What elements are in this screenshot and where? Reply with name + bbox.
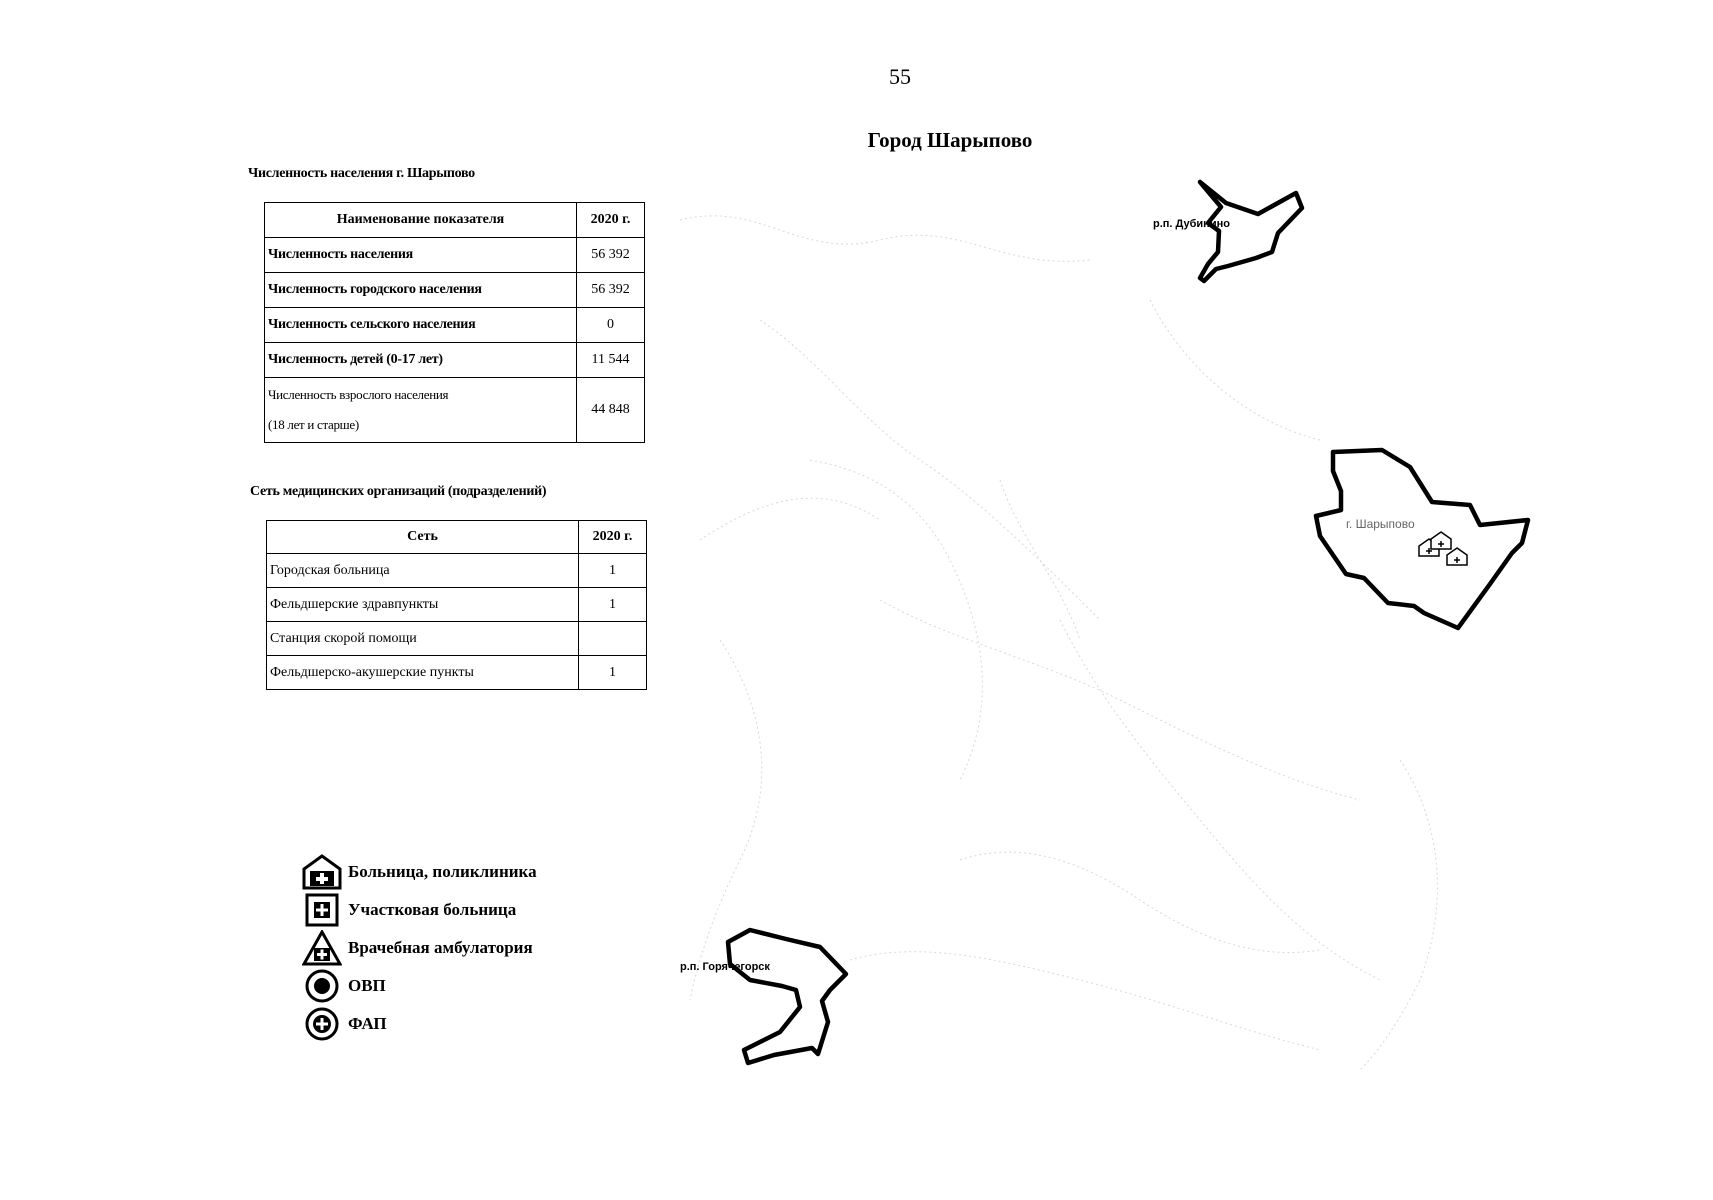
table-row	[267, 554, 647, 588]
feldsher-obstetric-point-icon	[302, 1006, 342, 1042]
table-row	[265, 238, 645, 273]
hospital-polyclinic-icon	[302, 854, 342, 890]
row-label: Численность детей (0-17 лет)	[265, 343, 577, 378]
row-value: 56 392	[577, 273, 645, 308]
row-value: 1	[579, 588, 647, 622]
row-value: 0	[577, 308, 645, 343]
goryachegorsk-boundary	[728, 930, 846, 1063]
network-table	[266, 520, 647, 690]
row-label	[265, 378, 577, 443]
legend-label: ФАП	[348, 1014, 387, 1033]
legend-item	[302, 1005, 537, 1043]
table-row	[267, 588, 647, 622]
table-row	[265, 308, 645, 343]
general-practice-icon	[302, 968, 342, 1004]
row-label: Фельдшерско-акушерские пункты	[267, 656, 579, 690]
row-value: 44 848	[577, 378, 645, 443]
medical-outpatient-clinic-icon	[302, 930, 342, 966]
row-label: Городская больница	[267, 554, 579, 588]
table-header-row	[267, 521, 647, 554]
legend-label: Больница, поликлиника	[348, 862, 537, 881]
row-label: Численность населения	[265, 238, 577, 273]
population-table	[264, 202, 645, 443]
column-header-indicator: Наименование показателя	[265, 203, 577, 238]
table-row	[265, 343, 645, 378]
row-label: Численность городского населения	[265, 273, 577, 308]
legend-item	[302, 929, 537, 967]
map-label-goryachegorsk: р.п. Горячегорск	[680, 961, 770, 973]
sharypovo-boundary	[1316, 450, 1528, 628]
network-table-caption: Сеть медицинских организаций (подразделений)	[250, 484, 547, 499]
row-label: Численность сельского населения	[265, 308, 577, 343]
legend-item	[302, 967, 537, 1005]
row-value: 56 392	[577, 238, 645, 273]
column-header-year: 2020 г.	[579, 521, 647, 554]
row-label: Фельдшерские здравпункты	[267, 588, 579, 622]
table-row	[267, 622, 647, 656]
page-title: Город Шарыпово	[867, 128, 1033, 152]
dubinino-boundary	[1200, 182, 1302, 281]
column-header-network: Сеть	[267, 521, 579, 554]
legend-label: Участковая больница	[348, 900, 517, 919]
table-row	[265, 273, 645, 308]
table-header-row	[265, 203, 645, 238]
table-row	[265, 378, 645, 443]
row-label: Станция скорой помощи	[267, 622, 579, 656]
page-number: 55	[889, 64, 911, 89]
row-value: 1	[579, 656, 647, 690]
population-table-caption: Численность населения г. Шарыпово	[248, 166, 475, 181]
map-label-dubinino: р.п. Дубинино	[1153, 218, 1230, 230]
row-value: 1	[579, 554, 647, 588]
row-label-line-2: (18 лет и старше)	[268, 417, 359, 432]
legend-label: ОВП	[348, 976, 386, 995]
row-label-line-1: Численность взрослого населения	[268, 387, 449, 402]
column-header-year: 2020 г.	[577, 203, 645, 238]
table-row	[267, 656, 647, 690]
district-map	[640, 160, 1540, 1080]
map-legend	[302, 853, 537, 1043]
hospital-marker-icon	[1419, 532, 1467, 565]
legend-label: Врачебная амбулатория	[348, 938, 533, 957]
row-value: 11 544	[577, 343, 645, 378]
row-value	[579, 622, 647, 656]
map-label-sharypovo: г. Шарыпово	[1346, 517, 1415, 531]
legend-item	[302, 853, 537, 891]
district-hospital-icon	[302, 892, 342, 928]
legend-item	[302, 891, 537, 929]
